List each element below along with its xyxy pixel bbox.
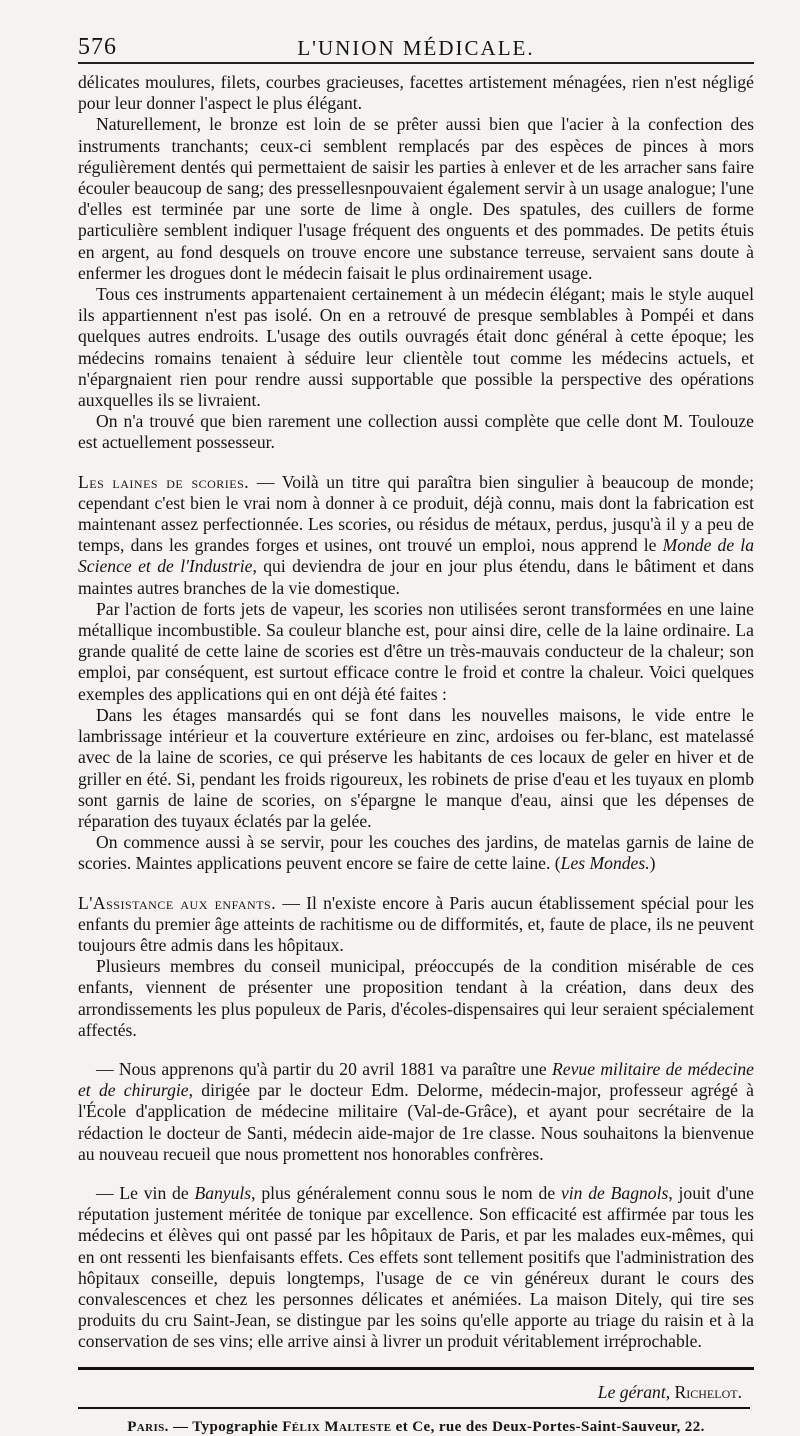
banyuls-alias: vin de Bagnols <box>560 1182 669 1203</box>
running-head <box>78 28 754 62</box>
laines-p4-source: Les Mondes. <box>560 853 650 874</box>
footer-rule-thin <box>78 1407 750 1409</box>
laines-p1-text: — Voilà un titre qui paraîtra bien singulier à beaucoup de monde; cependant c'est bien le vrai nom à donner à ce produit, déjà connu, mais dont la fabrication est maintenant assez perfectionnée. Les scories, ou résidus de métaux, perdus, jusqu'à il y a peu de temps, dans les grandes forges et usines, ont trouvé un emploi, nous apprend le <box>78 471 754 556</box>
assistance-p1-text: — Il n'existe encore à Paris aucun établissement spécial pour les enfants du premier âge atteints de rachitisme ou de difformités, et, faute de place, ils ne peuvent toujours être admis dans les hôpitaux. <box>78 892 755 955</box>
section-assistance <box>78 893 754 1041</box>
revue-title: Revue militaire de médecine et de chirurgie <box>78 1058 754 1101</box>
paragraph-continued: délicates moulures, filets, courbes gracieuses, facettes artistement ménagées, rien n'est négligé pour leur donner l'aspect le plus élégant. <box>78 72 754 114</box>
revue-text: — Nous apprenons qu'à partir du 20 avril 1881 va paraître une <box>96 1058 553 1079</box>
laines-p4-end: ) <box>649 853 656 874</box>
article-body <box>78 72 754 1353</box>
banyuls-end: , jouit d'une réputation justement méritée de tonique par excellence. Son efficacité est affirmée par tous les médecins et élèves qui ont passé par les hôpitaux de Paris, et par les malades eux-mêmes, qui en ont ressenti les bienfaisants effets. Ces effets sont tellement positifs que l'administration des hôpitaux conseille, depuis longtemps, l'usage de ce vin généreux durant le cours des convalescences et chez les personnes délicates et anémiées. La maison Ditely, qui tire ses produits du cru Saint-Jean, se distingue par les soins qu'elle apporte au triage du raisin et à la conservation de ses vins; elle arrive ainsi à livrer un produit véritablement irréprochable. <box>78 1182 754 1352</box>
banyuls-paragraph <box>78 1183 754 1353</box>
laines-paragraph-1 <box>78 472 754 599</box>
signature <box>78 1382 742 1403</box>
signature-label: Le gérant, <box>597 1381 671 1402</box>
section-revue <box>78 1059 754 1165</box>
journal-title: L'UNION MÉDICALE. <box>297 36 535 60</box>
laines-paragraph-4 <box>78 832 754 874</box>
banyuls-text: — Le vin de <box>96 1182 195 1203</box>
section-banyuls <box>78 1183 754 1353</box>
paragraph-collection: On n'a trouvé que bien rarement une collection aussi complète que celle dont M. Toulouze est actuellement possesseur. <box>78 411 754 453</box>
section-laines <box>78 472 754 875</box>
laines-paragraph-3: Dans les étages mansardés qui se font dans les nouvelles maisons, le vide entre le lambrissage intérieur et la couverture extérieure en zinc, ardoises ou fer-blanc, est matelassé avec de la laine de scories, ce qui préserve les habitants de ces locaux de geler en hiver et de griller en été. Si, pendant les froids rigoureux, les robinets de prise d'eau et les tuyaux en plomb sont garnis de laine de scories, on s'épargne le manque d'eau, ainsi que les dépenses de réparation des tuyaux éclatés par la gelée. <box>78 704 754 831</box>
banyuls-mid: , plus généralement connu sous le nom de <box>251 1182 561 1203</box>
laines-p4-text: On commence aussi à se servir, pour les couches des jardins, de matelas garnis de laine de scories. Maintes applications peuvent encore se faire de cette laine. ( <box>78 832 754 874</box>
assistance-title: L'Assistance aux enfants. <box>78 892 277 913</box>
imprint-text-1: Typographie <box>188 1418 283 1435</box>
paragraph-instruments: Tous ces instruments appartenaient certainement à un médecin élégant; mais le style auquel ils appartiennent n'est pas isolé. On en a retrouvé de presque semblables à Pompéi et dans quelques autres endroits. L'usage des outils ouvragés était donc général à cette époque; les médecins romains tenaient à séduire leur clientèle tout comme les médecins actuels, et n'épargnaient rien pour rendre aussi supportable que possible la perspective des opérations auxquelles ils se livraient. <box>78 284 754 411</box>
laines-p1-end: , qui deviendra de jour en jour plus étendu, dans le bâtiment et dans maintes autres branches de la vie domestique. <box>78 556 754 598</box>
imprint-printer: Félix Malteste <box>282 1418 392 1435</box>
page-number: 576 <box>78 34 117 60</box>
signature-name: Richelot. <box>674 1381 742 1402</box>
laines-title: Les laines de scories. <box>78 471 250 492</box>
revue-end: , dirigée par le docteur Edm. Delorme, médecin-major, professeur agrégé à l'École d'application de médecine militaire (Val-de-Grâce), et ayant pour secrétaire de la rédaction le docteur de Santi, médecin aide-major de 1re classe. Nous souhaitons la bienvenue au nouveau recueil que nous promettent nos honorables confrères. <box>78 1080 754 1164</box>
imprint-text-2: et Ce, rue des Deux-Portes-Saint-Sauveur, 22. <box>391 1418 705 1435</box>
imprint <box>78 1419 754 1436</box>
footer <box>78 1367 754 1436</box>
laines-paragraph-2: Par l'action de forts jets de vapeur, les scories non utilisées seront transformées en une laine métallique incombustible. Sa couleur blanche est, pour ainsi dire, celle de la laine ordinaire. La grande qualité de cette laine de scories est d'être un très-mauvais conducteur de la chaleur; son emploi, par conséquent, est surtout efficace contre le froid et contre la chaleur. Voici quelques exemples des applications qui en ont déjà été faites : <box>78 598 754 704</box>
revue-paragraph <box>78 1059 754 1165</box>
header-rule <box>78 62 754 64</box>
banyuls-name: Banyuls <box>194 1182 252 1203</box>
paragraph-bronze: Naturellement, le bronze est loin de se prêter aussi bien que l'acier à la confection des instruments tranchants; ceux-ci semblent remplacés par des espèces de pinces à mors régulièrement dentés qui permettaient de saisir les parties à enlever et de les arracher sans faire écouler beaucoup de sang; des pressellesnpouvaient également servir à un usage analogue; l'une d'elles est terminée par une sorte de lime à ongle. Des spatules, des cuillers de forme particulière semblent indiquer l'usage fréquent des onguents et des pommades. De petits étuis en argent, au fond desquels on trouve encore une substance terreuse, servaient sans doute à enfermer les drogues dont le médecin faisait le plus ordinairement usage. <box>78 114 754 283</box>
footer-rule-thick <box>78 1367 754 1370</box>
laines-p1-source: Monde de la Science et de l'Industrie <box>78 535 754 577</box>
assistance-paragraph-1 <box>78 893 754 957</box>
imprint-city: Paris. — <box>127 1418 189 1435</box>
assistance-paragraph-2: Plusieurs membres du conseil municipal, préoccupés de la condition misérable de ces enfants, viennent de présenter une proposition tendant à la création, dans deux des arrondissements les plus populeux de Paris, d'écoles-dispensaires qui leur seraient spécialement affectés. <box>78 956 754 1040</box>
